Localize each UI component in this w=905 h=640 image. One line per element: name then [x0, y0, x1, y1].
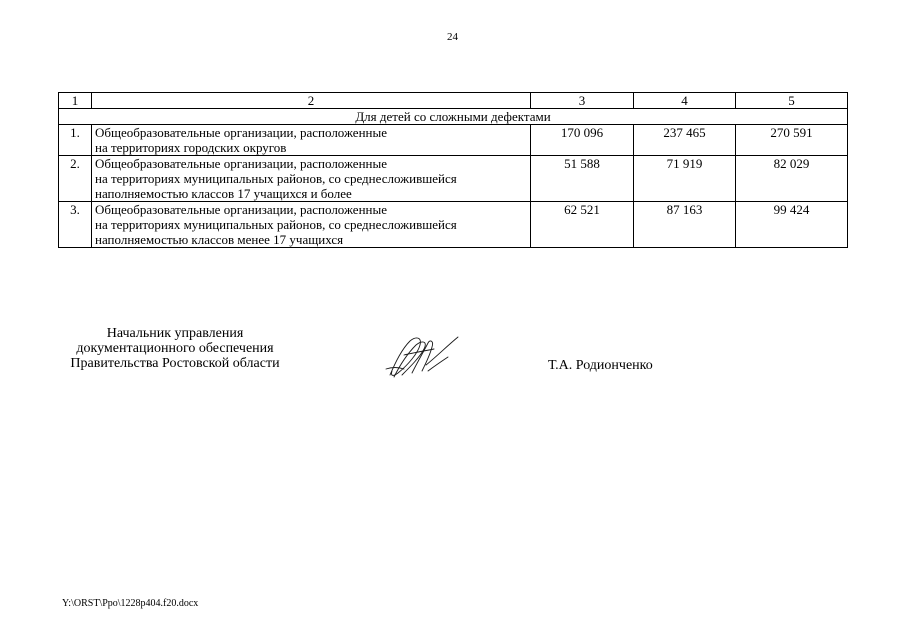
row-description [92, 156, 531, 202]
handwritten-signature [382, 331, 462, 383]
signer-title-line: Правительства Ростовской области [70, 356, 280, 371]
signer-title-line: Начальник управления [106, 326, 244, 341]
value-col5: 82 029 [736, 156, 848, 202]
header-cell-1: 1 [59, 93, 92, 109]
description-line: на территориях городских округов [95, 140, 287, 155]
file-path: Y:\ORST\Ppo\1228p404.f20.docx [62, 598, 199, 609]
description-line: на территориях муниципальных районов, со среднесложившейся [95, 171, 457, 186]
value-col3: 51 588 [531, 156, 634, 202]
signer-title [55, 326, 295, 371]
header-cell-5: 5 [736, 93, 848, 109]
value-col4: 71 919 [634, 156, 736, 202]
header-cell-3: 3 [531, 93, 634, 109]
description-line: Общеобразовательные организации, расположенные [95, 125, 387, 140]
table-row [59, 156, 848, 202]
value-col3: 62 521 [531, 202, 634, 248]
section-row [59, 109, 848, 125]
row-description [92, 125, 531, 156]
table-row [59, 125, 848, 156]
header-cell-4: 4 [634, 93, 736, 109]
signer-title-line: документационного обеспечения [76, 341, 274, 356]
signer-name: Т.А. Родионченко [548, 358, 653, 373]
value-col4: 237 465 [634, 125, 736, 156]
value-col5: 270 591 [736, 125, 848, 156]
row-number: 1. [59, 125, 92, 156]
value-col4: 87 163 [634, 202, 736, 248]
value-col3: 170 096 [531, 125, 634, 156]
description-line: на территориях муниципальных районов, со среднесложившейся [95, 217, 457, 232]
section-title: Для детей со сложными дефектами [59, 109, 848, 125]
table-header-row [59, 93, 848, 109]
row-number: 2. [59, 156, 92, 202]
value-col5: 99 424 [736, 202, 848, 248]
row-number: 3. [59, 202, 92, 248]
page-number: 24 [447, 31, 458, 43]
description-line: Общеобразовательные организации, расположенные [95, 202, 387, 217]
description-line: наполняемостью классов менее 17 учащихся [95, 232, 344, 247]
row-description [92, 202, 531, 248]
description-line: Общеобразовательные организации, расположенные [95, 156, 387, 171]
funding-table [58, 92, 848, 248]
table-row [59, 202, 848, 248]
header-cell-2: 2 [92, 93, 531, 109]
description-line: наполняемостью классов 17 учащихся и более [95, 186, 352, 201]
